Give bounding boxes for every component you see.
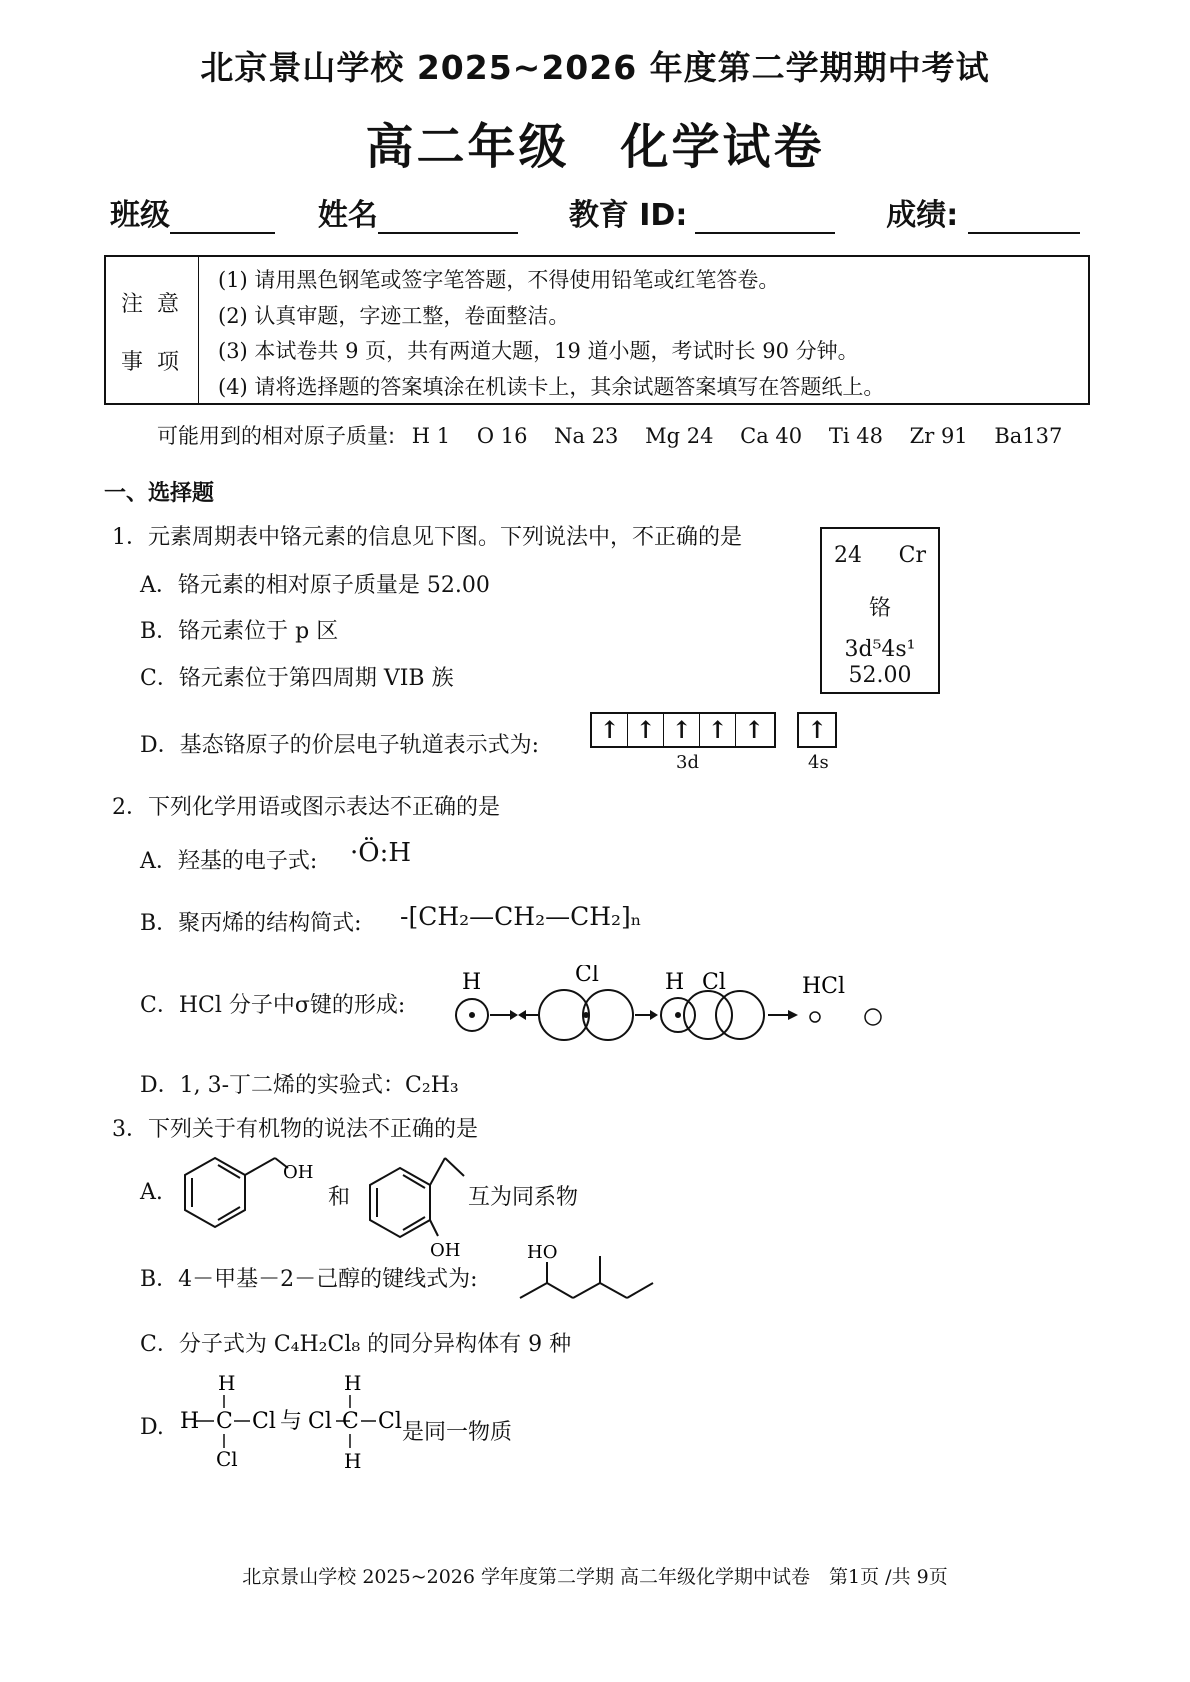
element-symbol: Cr: [898, 543, 926, 568]
id-label: 教育 ID:: [568, 198, 688, 233]
q1-stem: 1．元素周期表中铬元素的信息见下图。下列说法中，不正确的是: [112, 525, 742, 550]
element-mass: 52.00: [848, 663, 912, 688]
atomic-masses-line: [157, 420, 1082, 450]
up-arrow-icon: ↑: [592, 714, 628, 746]
hcl-label: HCl: [802, 974, 846, 999]
name-label: 姓名: [317, 198, 378, 233]
name-field[interactable]: [378, 202, 518, 234]
notice-item: (4) 请将选择题的答案填涂在机读卡上，其余试题答案填写在答题纸上。: [218, 374, 885, 399]
atom-label: H: [344, 1449, 362, 1473]
section-title: 一、选择题: [104, 481, 215, 506]
mass-item: Zr 91: [909, 424, 968, 448]
orbital-4s-label: 4s: [808, 752, 829, 773]
notice-item: (3) 本试卷共 9 页，共有两道大题，19 道小题，考试时长 90 分钟。: [218, 339, 859, 363]
element-config: 3d⁵4s¹: [844, 637, 916, 662]
h-label: H: [665, 970, 685, 995]
notice-heading: [106, 257, 199, 403]
up-arrow-icon: ↑: [664, 714, 700, 746]
q3-option-a-prefix: A.: [140, 1180, 163, 1205]
notice-items: [218, 263, 884, 405]
atom-label: C: [216, 1409, 233, 1434]
up-arrow-icon: ↑: [700, 714, 736, 746]
polymer-formula: -[CH₂—CH₂—CH₂]ₙ: [400, 902, 642, 931]
mass-item: Ca 40: [740, 424, 803, 448]
skeletal-formula-4-methyl-2-hexanol: [515, 1238, 665, 1313]
q3-and: 和: [328, 1185, 351, 1210]
benzyl-alcohol-structure: [180, 1148, 320, 1233]
atom-label: Cl: [378, 1409, 402, 1434]
notice-item: (1) 请用黑色钢笔或签字笔答题，不得使用铅笔或红笔答卷。: [218, 268, 780, 292]
student-info-line: [110, 190, 1100, 234]
notice-item: (2) 认真审题，字迹工整，卷面整洁。: [218, 303, 570, 328]
q3-option-d-suffix: 是同一物质: [402, 1420, 513, 1445]
school-title: 北京景山学校 2025~2026 年度第二学期期中考试: [200, 48, 990, 87]
element-name: 铬: [868, 596, 891, 621]
mass-item: Ba137: [994, 424, 1063, 448]
atom-label: Cl: [216, 1447, 238, 1471]
ethylphenol-structure: [360, 1148, 470, 1263]
h-label: H: [462, 970, 482, 995]
paper-title: 高二年级 化学试卷: [365, 119, 825, 175]
q2-option-a: A．羟基的电子式:: [140, 849, 318, 874]
atom-label: H: [218, 1371, 236, 1395]
mass-item: Ti 48: [828, 424, 883, 448]
element-number: 24: [834, 543, 862, 568]
page-footer: 北京景山学校 2025~2026 学年度第二学期 高二年级化学期中试卷 第1页 /共 9页: [242, 1566, 948, 1588]
q3-option-b: B．4－甲基－2－己醇的键线式为:: [140, 1267, 478, 1292]
atom-label: Cl: [308, 1409, 332, 1434]
notice-box: [104, 255, 1090, 405]
oh-label: OH: [283, 1162, 314, 1183]
orbital-3d-label: 3d: [676, 752, 699, 773]
up-arrow-icon: ↑: [628, 714, 664, 746]
chromium-element-card: [820, 527, 940, 694]
oh-label: OH: [430, 1240, 461, 1261]
q1-option-a: A．铬元素的相对原子质量是 52.00: [140, 573, 490, 598]
mass-item: H 1: [411, 424, 451, 448]
q3-option-d-prefix: D.: [140, 1415, 164, 1440]
hydroxyl-electron-formula: ·Ö:H: [350, 838, 412, 868]
q2-stem: 2．下列化学用语或图示表达不正确的是: [112, 795, 500, 820]
mass-item: Mg 24: [645, 424, 714, 448]
q1-option-c: C．铬元素位于第四周期 VIB 族: [140, 666, 454, 691]
score-label: 成绩:: [886, 198, 959, 233]
id-field[interactable]: [695, 202, 835, 234]
q3-option-a-suffix: 互为同系物: [468, 1185, 579, 1210]
orbital-3d: [590, 712, 776, 748]
q2-option-c: C．HCl 分子中σ键的形成:: [140, 993, 406, 1018]
sigma-bond-formation-diagram: [440, 965, 910, 1045]
q3-stem: 3．下列关于有机物的说法不正确的是: [112, 1117, 478, 1142]
atom-label: H: [180, 1409, 200, 1434]
notice-heading-line1: 注意: [120, 292, 193, 317]
orbital-4s: [797, 712, 837, 748]
class-field[interactable]: [170, 202, 275, 234]
q3-option-c: C．分子式为 C₄H₂Cl₈ 的同分异构体有 9 种: [140, 1332, 572, 1357]
atom-label: H: [344, 1371, 362, 1395]
q2-option-d: D．1, 3-丁二烯的实验式：C₂H₃: [140, 1073, 459, 1098]
atom-label: 与: [280, 1409, 303, 1434]
q2-option-b: B．聚丙烯的结构简式:: [140, 911, 362, 936]
q1-option-d: D．基态铬原子的价层电子轨道表示式为:: [140, 733, 540, 758]
class-label: 班级: [110, 198, 170, 233]
score-field[interactable]: [968, 202, 1080, 234]
mass-item: O 16: [476, 424, 528, 448]
masses-label: 可能用到的相对原子质量:: [157, 424, 396, 448]
atom-label: Cl: [252, 1409, 276, 1434]
notice-heading-line2: 事项: [120, 350, 193, 375]
cl-label: Cl: [575, 965, 599, 987]
atom-label: C: [342, 1409, 359, 1434]
cl-label: Cl: [702, 970, 726, 995]
up-arrow-icon: ↑: [743, 715, 765, 744]
mass-item: Na 23: [554, 424, 619, 448]
up-arrow-icon: ↑: [806, 715, 828, 744]
q1-option-b: B．铬元素位于 p 区: [140, 619, 339, 644]
ho-label: HO: [527, 1242, 558, 1263]
